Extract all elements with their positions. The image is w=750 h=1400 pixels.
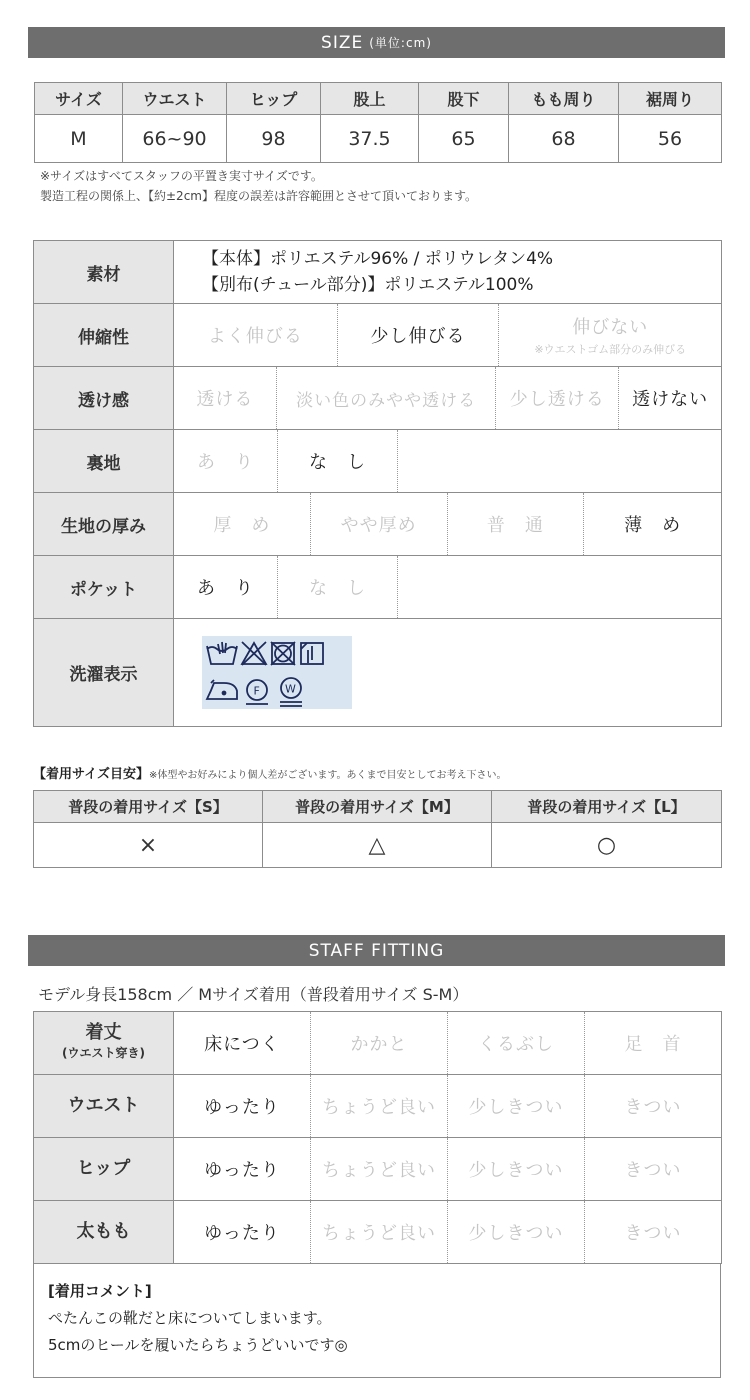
- fitting-comment-line: 5cmのヒールを履いたらちょうどいいです◎: [48, 1336, 348, 1354]
- pocket-empty: [398, 556, 721, 618]
- staff-option-selected: ゆったり: [174, 1138, 311, 1200]
- thickness-option: やや厚め: [311, 493, 448, 555]
- staff-option: 足 首: [624, 1034, 682, 1055]
- size-header-cell: 股下: [419, 83, 509, 115]
- pocket-option-selected: あ り: [174, 556, 278, 618]
- lining-row: [34, 430, 722, 493]
- staff-option: 少しきつい: [448, 1075, 585, 1137]
- pocket-label: ポケット: [34, 556, 174, 619]
- stretch-option: よく伸びる: [174, 304, 338, 366]
- stretch-option-label: 伸びない: [572, 317, 649, 338]
- washing-tag: [202, 636, 352, 709]
- washing-cell: [174, 619, 722, 727]
- no-bleach-icon: [242, 642, 266, 665]
- staff-option: くるぶし: [448, 1012, 585, 1074]
- staff-option-selected: 床につく: [174, 1012, 311, 1074]
- staff-option: きつい: [624, 1223, 682, 1244]
- model-info: モデル身長158cm ／ Mサイズ着用（普段着用サイズ S-M）: [38, 985, 469, 1004]
- thickness-row: [34, 493, 722, 556]
- fit-guide-mark: △: [263, 823, 492, 868]
- stretch-option: [499, 304, 721, 366]
- staff-section-header: [28, 935, 725, 966]
- staff-row: [34, 1201, 722, 1264]
- iron-low-icon: [207, 680, 237, 699]
- staff-row: [34, 1138, 722, 1201]
- washing-row: [34, 619, 722, 727]
- staff-option: 少しきつい: [448, 1201, 585, 1263]
- staff-row-label: 太もも: [34, 1201, 174, 1264]
- size-note-1: ※サイズはすべてスタッフの平置き実寸サイズです。: [40, 169, 323, 183]
- staff-option: ちょうど良い: [311, 1138, 448, 1200]
- size-table-header-row: [35, 83, 722, 115]
- thickness-option-selected: 薄 め: [624, 515, 682, 536]
- staff-row: [34, 1075, 722, 1138]
- fit-guide-row: [34, 823, 722, 868]
- staff-option: かかと: [311, 1012, 448, 1074]
- stretch-option-sub: ※ウエストゴム部分のみ伸びる: [534, 343, 687, 356]
- hand-wash-icon: [207, 642, 237, 664]
- lining-options: [174, 430, 722, 493]
- pocket-options: [174, 556, 722, 619]
- fit-guide-note: ※体型やお好みにより個人差がございます。あくまで目安としてお考え下さい。: [148, 770, 507, 781]
- staff-option-selected: ゆったり: [174, 1075, 311, 1137]
- staff-row-options: [174, 1201, 722, 1264]
- staff-title: STAFF FITTING: [308, 940, 445, 961]
- size-value-cell: 37.5: [321, 115, 419, 163]
- svg-text:W: W: [285, 682, 296, 696]
- fit-guide-header: 普段の着用サイズ【M】: [263, 791, 492, 823]
- fit-guide-title-line: [33, 763, 507, 782]
- size-unit: (単位:cm): [369, 36, 432, 50]
- staff-fitting-table: [33, 1011, 722, 1264]
- size-section-header: [28, 27, 725, 58]
- stretch-row: [34, 304, 722, 367]
- fitting-comment-line: ぺたんこの靴だと床についてしまいます。: [48, 1309, 332, 1327]
- thickness-option: 普 通: [448, 493, 585, 555]
- stretch-options: [174, 304, 722, 367]
- size-title: SIZE: [321, 32, 364, 53]
- size-value-cell: 65: [419, 115, 509, 163]
- staff-option-selected: ゆったり: [174, 1201, 311, 1263]
- staff-option: きつい: [624, 1160, 682, 1181]
- staff-row-options: [174, 1012, 722, 1075]
- size-header-cell: もも周り: [509, 83, 619, 115]
- staff-row-options: [174, 1075, 722, 1138]
- staff-option: きつい: [624, 1097, 682, 1118]
- washing-symbols: [202, 636, 352, 709]
- sheer-label: 透け感: [34, 367, 174, 430]
- line-dry-shade-icon: [301, 643, 323, 664]
- staff-option: ちょうど良い: [311, 1201, 448, 1263]
- staff-row-title: 着丈: [85, 1022, 122, 1043]
- size-header-cell: 裾周り: [619, 83, 722, 115]
- thickness-options: [174, 493, 722, 556]
- fit-guide-header: 普段の着用サイズ【S】: [34, 791, 263, 823]
- size-note-2: 製造工程の関係上、【約±2cm】程度の誤差は許容範囲とさせて頂いております。: [40, 189, 478, 203]
- fit-guide-header: 普段の着用サイズ【L】: [492, 791, 722, 823]
- staff-row-label: [34, 1012, 174, 1075]
- material-label: 素材: [34, 241, 174, 304]
- staff-option: ちょうど良い: [311, 1075, 448, 1137]
- lining-label: 裏地: [34, 430, 174, 493]
- pocket-row: [34, 556, 722, 619]
- lining-option: あ り: [174, 430, 278, 492]
- fitting-comment-title: [着用コメント]: [48, 1282, 152, 1300]
- size-table-row: [35, 115, 722, 163]
- material-table: [33, 240, 722, 727]
- sheer-option: 透ける: [174, 367, 277, 429]
- lining-option-selected: な し: [278, 430, 398, 492]
- material-line-2: 【別布(チュール部分)】ポリエステル100%: [202, 275, 534, 295]
- staff-option: 少しきつい: [448, 1138, 585, 1200]
- size-value-cell: M: [35, 115, 123, 163]
- lining-empty: [398, 430, 721, 492]
- sheer-option-selected: 透けない: [632, 389, 709, 410]
- fit-guide-table: [33, 790, 722, 868]
- material-row: [34, 241, 722, 304]
- size-value-cell: 68: [509, 115, 619, 163]
- fit-guide-mark: ○: [492, 823, 722, 868]
- washing-label: 洗濯表示: [34, 619, 174, 727]
- size-value-cell: 66~90: [123, 115, 227, 163]
- size-header-cell: ヒップ: [227, 83, 321, 115]
- fitting-comment-box: [33, 1263, 721, 1378]
- size-header-cell: サイズ: [35, 83, 123, 115]
- svg-text:F: F: [253, 684, 260, 698]
- thickness-label: 生地の厚み: [34, 493, 174, 556]
- size-header-cell: ウエスト: [123, 83, 227, 115]
- thickness-option: 厚 め: [174, 493, 311, 555]
- fit-guide-title: 【着用サイズ目安】: [33, 767, 149, 782]
- staff-row: [34, 1012, 722, 1075]
- staff-row-label: ヒップ: [34, 1138, 174, 1201]
- sheer-row: [34, 367, 722, 430]
- no-tumble-dry-icon: [271, 642, 295, 665]
- material-line-1: 【本体】ポリエステル96% / ポリウレタン4%: [202, 249, 554, 269]
- pocket-option: な し: [278, 556, 398, 618]
- staff-row-label: ウエスト: [34, 1075, 174, 1138]
- size-header-cell: 股上: [321, 83, 419, 115]
- size-table: [34, 82, 722, 163]
- staff-row-options: [174, 1138, 722, 1201]
- stretch-option-selected: 少し伸びる: [338, 304, 500, 366]
- stretch-label: 伸縮性: [34, 304, 174, 367]
- sheer-option: 少し透ける: [496, 367, 619, 429]
- material-value-cell: [174, 241, 722, 304]
- size-value-cell: 98: [227, 115, 321, 163]
- size-value-cell: 56: [619, 115, 722, 163]
- staff-row-subtitle: (ウエスト穿き): [62, 1046, 145, 1060]
- sheer-options: [174, 367, 722, 430]
- sheer-option: 淡い色のみやや透ける: [277, 367, 497, 429]
- fit-guide-header-row: [34, 791, 722, 823]
- fit-guide-mark: ×: [34, 823, 263, 868]
